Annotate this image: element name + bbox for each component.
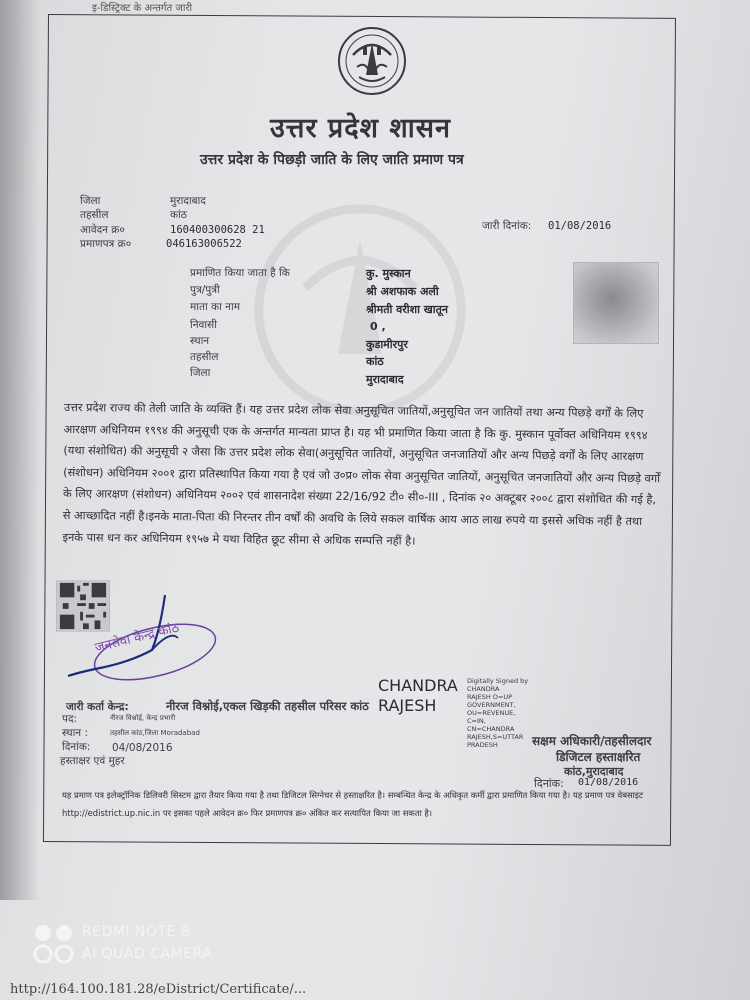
page-subtitle: उत्तर प्रदेश के पिछड़ी जाति के लिए जाति प्रमाण पत्र: [200, 152, 464, 168]
top-strip-text: इ-डिस्ट्रिक्ट के अन्तर्गत जारी: [92, 3, 193, 14]
issue-date-label: जारी दिनांक:: [482, 220, 532, 232]
district-label: जिला: [80, 195, 101, 207]
footnote-text: यह प्रमाण पत्र इलेक्ट्रॉनिक डिलिवरी सिस्टम द्वारा तैयार किया गया है तथा डिजिटल सिग्नेचर से हस्ताक्षरित है। सम्बन्धित केन्द्र के अधिकृत कर्मी द्वारा प्रमाणित किया गया है। यह प्रमाण पत्र वेबसाइट http://edistrict.up.nic.in पर इसका पहले आवेदन क्र० फिर प्रमाणपत्र क्र० अंकित कर सत्यापित किया जा सकता है।: [62, 790, 644, 818]
authority-date-value: 01/08/2016: [578, 777, 639, 788]
up-government-emblem-icon: [333, 25, 411, 97]
issuer-place-label: स्थान :: [62, 727, 89, 739]
holder-name-value: कु. मुस्कान: [366, 267, 411, 280]
tehsil-value: कांठ: [170, 209, 187, 221]
holder-tehsil-value: कांठ: [366, 355, 384, 368]
place-label: स्थान: [190, 335, 210, 347]
sign-seal-label: हस्ताक्षर एवं मुहर: [60, 755, 125, 767]
certificate-no-value: 046163006522: [166, 238, 242, 250]
issuer-place-value: तहसील कांठ,जिला Moradabad: [110, 729, 200, 737]
holder-tehsil-label: तहसील: [190, 351, 219, 363]
holder-district-label: जिला: [190, 367, 211, 379]
applicant-photo: [573, 262, 659, 344]
camera-lens-logo-icon: [32, 922, 76, 966]
tehsil-label: तहसील: [80, 209, 109, 221]
mother-value: श्रीमती वरीशा खातून: [366, 303, 449, 316]
digital-signature-detail: Digitally Signed by CHANDRA RAJESH O=UP GOVERNMENT, OU=REVENUE, C=IN, CN=CHANDRA RAJESH,S=UTTAR PRADESH: [467, 677, 529, 749]
camera-feature-text: AI QUAD CAMERA: [82, 946, 213, 962]
resident-value: 0 ,: [370, 320, 386, 333]
authority-designation: सक्षम अधिकारी/तहसीलदार: [532, 734, 652, 748]
camera-model-text: REDMI NOTE 8: [82, 924, 191, 940]
issue-date-value: 01/08/2016: [548, 220, 612, 232]
issued-by-label: जारी कर्ता केन्द्र:: [66, 701, 129, 713]
post-label: पद:: [62, 713, 78, 725]
paper-shadow: [0, 0, 40, 900]
certificate-no-label: प्रमाणपत्र क्र०: [80, 238, 132, 250]
authority-digital-sign-label: डिजिटल हस्ताक्षरित: [556, 750, 641, 764]
application-no-value: 160400300628 21: [170, 224, 265, 236]
signature-stamp-text: जनसेवा केन्द्र कांठ: [93, 620, 181, 656]
authority-office: कांठ,मुरादाबाद: [564, 765, 624, 778]
certificate-body-text: उत्तर प्रदेश राज्य की तेली जाति के व्यक्ति हैं। यह उत्तर प्रदेश लोक सेवा अनुसूचित जातियों,अनुसूचित जन जातियों तथा अन्य पिछड़े वर्गों के लिए आरक्षण अधिनियम १९९४ की अनुसूची एक के अन्तर्गत मान्यता प्राप्त है। यह भी प्रमाणित किया जाता है कि कु. मुस्कान पूर्वोक्त अधिनियम १९९४ (यथा संशोधित) की अनुसूची २ जैसा कि उत्तर प्रदेश लोक सेवा(अनुसूचित जातियों, अनुसूचित जनजातियों और अन्य पिछड़े वर्गों के लिए आरक्षण (संशोधन) अधिनियम २००१ द्वारा प्रतिस्थापित किया गया है एवं जो उ०प्र० लोक सेवा अनुसूचित जातियों, अनुसूचित जनजातियों और अन्य पिछड़े वर्गों के लिए आरक्षण (संशोधन) अधिनियम २००२ एवं शासनादेश संख्या 22/16/92 टी० सी०-III , दिनांक २० अक्टूबर २००८ द्वारा संशोधित की गई है, से आच्छादित नहीं है।इनके माता-पिता की निरन्तर तीन वर्षों की अवधि के लिये सकल वार्षिक आय आठ लाख रुपये या इससे अधिक नहीं है तथा इनके पास धन कर अधिनियम १९५७ मे यथा विहित छूट सीमा से अधिक सम्पत्ति नहीं है।: [62, 400, 661, 548]
place-value: कुडामीरपुर: [366, 338, 408, 351]
application-no-label: आवेदन क्र०: [80, 224, 125, 236]
digital-signature-name-line1: CHANDRA: [378, 676, 458, 695]
parent-value: श्री अशफाक अली: [366, 285, 439, 298]
mother-label: माता का नाम: [190, 301, 240, 313]
digital-signature-name-line2: RAJESH: [378, 696, 437, 715]
digital-signature-name: [378, 676, 458, 716]
district-value: मुरादाबाद: [170, 195, 206, 207]
issuer-date-value: 04/08/2016: [112, 742, 173, 754]
post-value: नीरज विश्नोई, केन्द्र प्रभारी: [110, 714, 176, 722]
holder-district-value: मुरादाबाद: [366, 373, 404, 386]
page-title: उत्तर प्रदेश शासन: [270, 113, 451, 144]
issuer-date-label: दिनांक:: [62, 741, 91, 753]
parent-label: पुत्र/पुत्री: [190, 284, 220, 296]
handwritten-signature-icon: [60, 590, 220, 690]
resident-label: निवासी: [190, 319, 217, 331]
issued-by-value: नीरज विश्नोई,एकल खिड़की तहसील परिसर कांठ: [166, 699, 369, 713]
authority-date-label: दिनांक:: [534, 777, 564, 790]
bottom-url-text: http://164.100.181.28/eDistrict/Certificate/...: [10, 982, 307, 997]
certify-label: प्रमाणित किया जाता है कि: [190, 267, 290, 279]
